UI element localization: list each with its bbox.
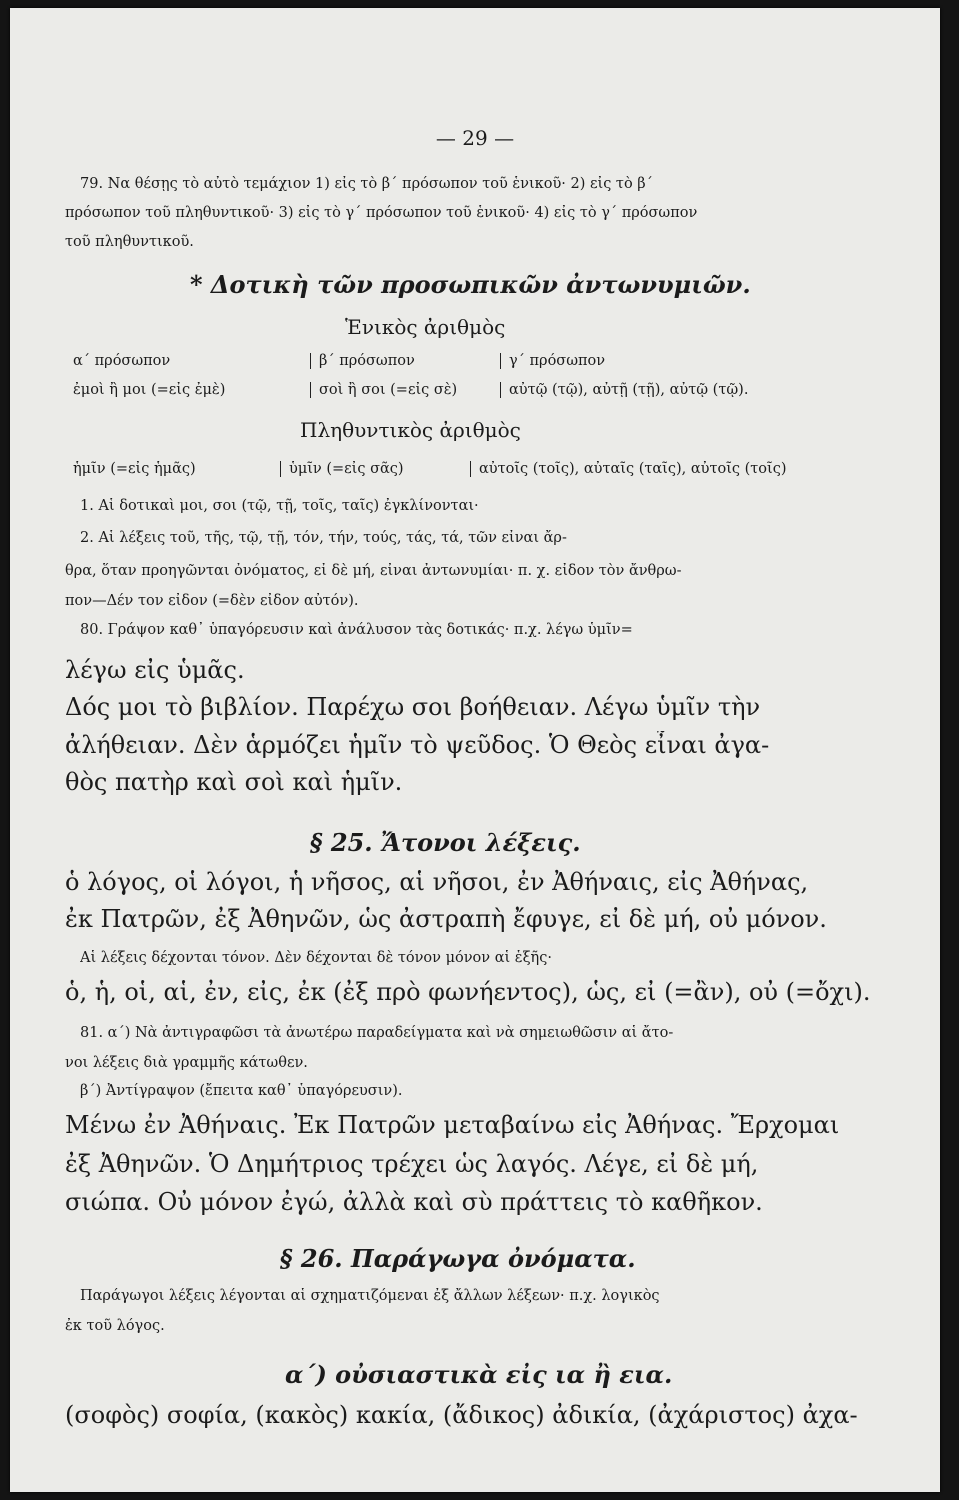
plural-second-person: ὑμῖν (=εἰς σᾶς) bbox=[280, 461, 470, 477]
exercise-79-line-1: 79. Να θέσῃς τὸ αὐτὸ τεμάχιον 1) εἰς τὸ β΄ πρόσωπον τοῦ ἑνικοῦ· 2) εἰς τὸ β΄ bbox=[80, 176, 653, 192]
final-line: (σοφὸς) σοφία, (κακὸς) κακία, (ἄδικος) ἀδικία, (ἀχάριστος) ἀχα- bbox=[65, 1401, 858, 1429]
heading-dative-pronouns: * Δοτικὴ τῶν προσωπικῶν ἀντωνυμιῶν. bbox=[190, 270, 751, 299]
header-second-person: β΄ πρόσωπον bbox=[310, 353, 500, 369]
exercise-80-intro: 80. Γράψον καθ᾽ ὑπαγόρευσιν καὶ ἀνάλυσον τὰς δοτικάς· π.χ. λέγω ὑμῖν= bbox=[80, 622, 633, 638]
note-2-line-2: θρα, ὅταν προηγῶνται ὀνόματος, εἰ δὲ μή, εἶναι ἀντωνυμίαι· π. χ. εἶδον τὸν ἄνθρω- bbox=[65, 563, 682, 579]
plural-first-person: ἡμῖν (=εἰς ἡμᾶς) bbox=[73, 461, 196, 477]
page-number: — 29 — bbox=[435, 126, 515, 150]
section-25-note: Αἱ λέξεις δέχονται τόνον. Δὲν δέχονται δὲ τόνον μόνον αἱ ἑξῆς· bbox=[80, 950, 552, 966]
header-first-person: α΄ πρόσωπον bbox=[73, 353, 171, 369]
note-2-line-3: πον—Δέν τον εἶδον (=δὲν εἶδον αὐτόν). bbox=[65, 593, 359, 609]
exercise-81-text-1: Μένω ἐν Ἀθήναις. Ἐκ Πατρῶν μεταβαίνω εἰς Ἀθήνας. Ἔρχομαι bbox=[65, 1111, 840, 1139]
section-25-heading: § 25. Ἄτονοι λέξεις. bbox=[310, 828, 581, 857]
exercise-81-line-1: 81. α΄) Νὰ ἀντιγραφῶσι τὰ ἀνωτέρω παραδείγματα καὶ νὰ σημειωθῶσιν αἱ ἄτο- bbox=[80, 1025, 674, 1041]
header-third-person: γ΄ πρόσωπον bbox=[500, 353, 880, 369]
note-1: 1. Αἱ δοτικαὶ μοι, σοι (τῷ, τῇ, τοῖς, ταῖς) ἐγκλίνονται· bbox=[80, 498, 479, 514]
exercise-81-line-3: β΄) Ἀντίγραψον (ἔπειτα καθ᾽ ὑπαγόρευσιν). bbox=[80, 1083, 403, 1099]
plural-table-values bbox=[65, 461, 880, 477]
exercise-79-line-2: πρόσωπον τοῦ πληθυντικοῦ· 3) εἰς τὸ γ΄ πρόσωπον τοῦ ἑνικοῦ· 4) εἰς τὸ γ΄ πρόσωπον bbox=[65, 205, 698, 221]
note-2-line-1: 2. Αἱ λέξεις τοῦ, τῆς, τῷ, τῇ, τόν, τήν, τούς, τάς, τά, τῶν εἶναι ἄρ- bbox=[80, 530, 567, 546]
section-26-line-2: ἐκ τοῦ λόγος. bbox=[65, 1318, 165, 1334]
singular-number-title: Ἑνικὸς ἀριθμὸς bbox=[345, 315, 506, 339]
plural-number-title: Πληθυντικὸς ἀριθμὸς bbox=[300, 418, 521, 442]
section-25-line-1: ὁ λόγος, οἱ λόγοι, ἡ νῆσος, αἱ νῆσοι, ἐν Ἀθήναις, εἰς Ἀθήνας, bbox=[65, 868, 809, 896]
section-26-heading: § 26. Παράγωγα ὀνόματα. bbox=[280, 1244, 636, 1273]
exercise-80-line-4: θὸς πατὴρ καὶ σοὶ καὶ ἡμῖν. bbox=[65, 768, 403, 796]
singular-table-headers bbox=[65, 353, 880, 369]
exercise-81-text-3: σιώπα. Οὐ μόνον ἐγώ, ἀλλὰ καὶ σὺ πράττεις τὸ καθῆκον. bbox=[65, 1188, 763, 1216]
plural-third-person: αὐτοῖς (τοῖς), αὐταῖς (ταῖς), αὐτοῖς (τοῖς) bbox=[470, 461, 880, 477]
section-25-unstressed-list: ὁ, ἡ, οἱ, αἱ, ἐν, εἰς, ἐκ (ἐξ πρὸ φωνήεντος), ὡς, εἰ (=ἂν), οὐ (=ὄχι). bbox=[65, 978, 871, 1006]
exercise-81-text-2: ἐξ Ἀθηνῶν. Ὁ Δημήτριος τρέχει ὡς λαγός. Λέγε, εἰ δὲ μή, bbox=[65, 1150, 759, 1178]
book-page bbox=[10, 8, 940, 1492]
singular-second-person: σοὶ ἢ σοι (=εἰς σὲ) bbox=[310, 382, 500, 398]
singular-first-person: ἐμοὶ ἢ μοι (=εἰς ἐμὲ) bbox=[73, 382, 226, 398]
section-26-line-1: Παράγωγοι λέξεις λέγονται αἱ σχηματιζόμεναι ἐξ ἄλλων λέξεων· π.χ. λογικὸς bbox=[80, 1288, 660, 1304]
singular-table-values bbox=[65, 382, 880, 398]
section-25-line-2: ἐκ Πατρῶν, ἐξ Ἀθηνῶν, ὡς ἀστραπὴ ἔφυγε, εἰ δὲ μή, οὐ μόνον. bbox=[65, 905, 827, 933]
exercise-80-line-1: λέγω εἰς ὑμᾶς. bbox=[65, 656, 245, 684]
singular-third-person: αὐτῷ (τῷ), αὐτῇ (τῇ), αὐτῷ (τῷ). bbox=[500, 382, 880, 398]
exercise-80-line-3: ἀλήθειαν. Δὲν ἁρμόζει ἡμῖν τὸ ψεῦδος. Ὁ Θεὸς εἶναι ἀγα- bbox=[65, 731, 770, 759]
exercise-80-line-2: Δός μοι τὸ βιβλίον. Παρέχω σοι βοήθειαν. Λέγω ὑμῖν τὴν bbox=[65, 693, 761, 721]
subheading-nouns: α΄) οὐσιαστικὰ εἰς ια ἢ εια. bbox=[285, 1360, 673, 1389]
exercise-79-line-3: τοῦ πληθυντικοῦ. bbox=[65, 234, 194, 250]
exercise-81-line-2: νοι λέξεις διὰ γραμμῆς κάτωθεν. bbox=[65, 1055, 308, 1071]
